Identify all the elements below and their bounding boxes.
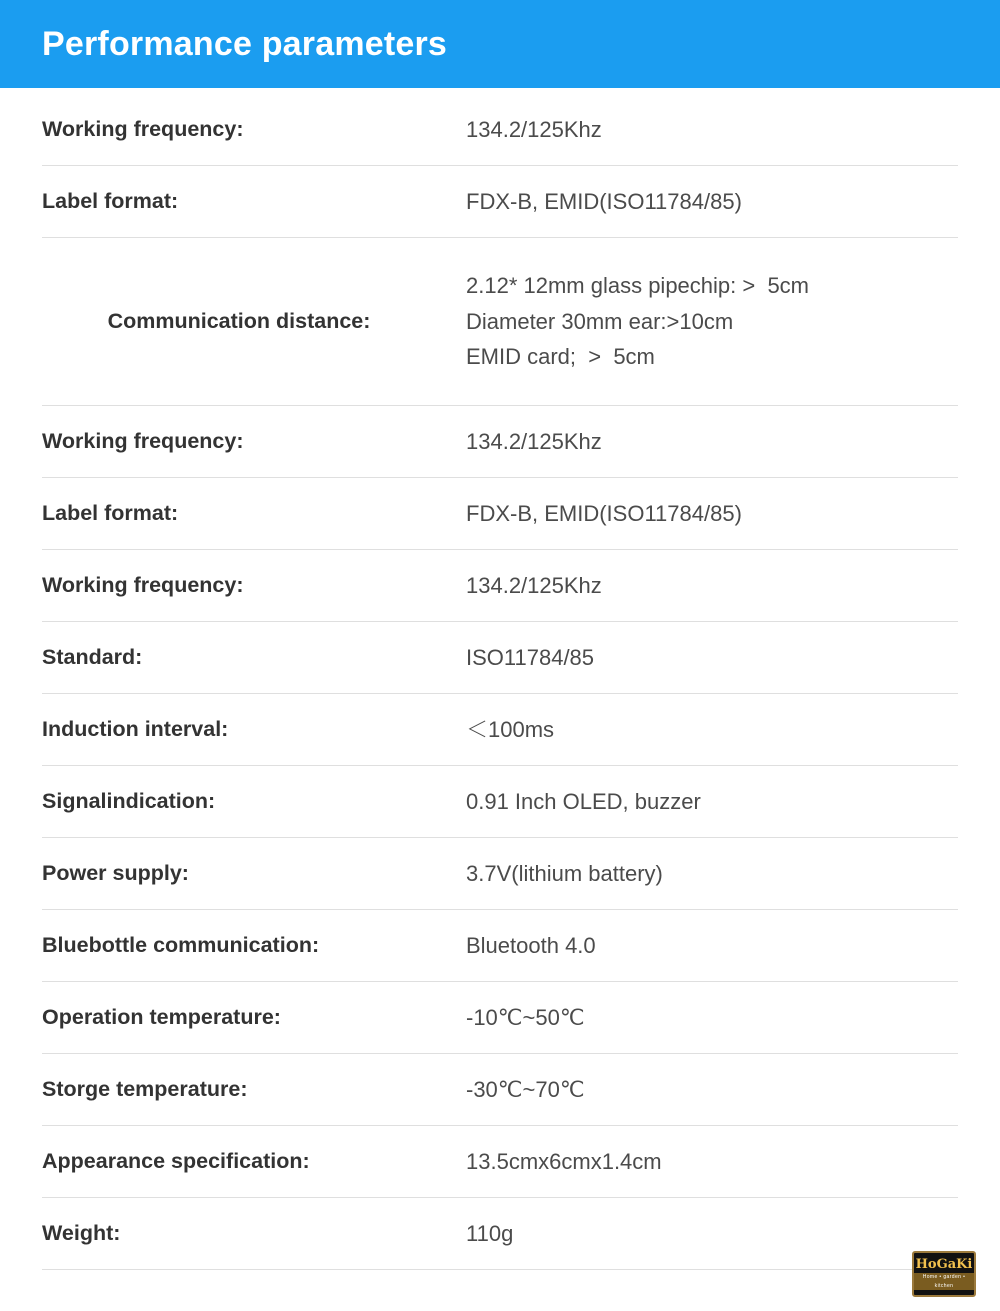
table-row — [42, 1198, 958, 1270]
table-row — [42, 982, 958, 1054]
spec-label: Signalindication: — [42, 788, 216, 813]
spec-value-line: 2.12* 12mm glass pipechip: > 5cm — [466, 273, 810, 299]
brand-tagline: Home • garden • kitchen — [914, 1273, 974, 1290]
spec-value — [466, 1216, 958, 1252]
spec-label: Communication distance: — [107, 308, 371, 333]
spec-label: Weight: — [42, 1220, 121, 1245]
spec-value — [466, 424, 958, 460]
spec-value-line: FDX-B, EMID(ISO11784/85) — [466, 500, 742, 526]
spec-label: Induction interval: — [42, 716, 229, 741]
spec-value — [466, 1000, 958, 1036]
spec-label: Standard: — [42, 644, 143, 669]
specification-table — [42, 88, 958, 1270]
spec-label: Power supply: — [42, 860, 189, 885]
spec-value-line: Diameter 30mm ear:>10cm — [466, 308, 734, 334]
spec-value-line: 3.7V(lithium battery) — [466, 860, 663, 886]
brand-name: HoGaKi — [915, 1257, 973, 1272]
spec-value — [466, 496, 958, 532]
table-row — [42, 694, 958, 766]
table-row — [42, 622, 958, 694]
table-row — [42, 238, 958, 406]
spec-value — [466, 928, 958, 964]
table-row — [42, 166, 958, 238]
page-header — [0, 0, 1000, 88]
spec-value-line: ISO11784/85 — [466, 644, 595, 670]
table-row — [42, 910, 958, 982]
spec-value — [466, 112, 958, 148]
table-row — [42, 1054, 958, 1126]
spec-value — [466, 712, 958, 748]
spec-label: Appearance specification: — [42, 1148, 310, 1173]
spec-label: Working frequency: — [42, 572, 244, 597]
spec-label: Operation temperature: — [42, 1004, 281, 1029]
spec-value-line: 110g — [466, 1220, 514, 1246]
table-row — [42, 406, 958, 478]
spec-value — [466, 856, 958, 892]
spec-value-line: 13.5cmx6cmx1.4cm — [466, 1148, 662, 1174]
spec-value-line: -30℃~70℃ — [466, 1076, 585, 1102]
spec-value — [466, 1072, 958, 1108]
spec-value-line: ＜100ms — [466, 716, 555, 742]
spec-value-line: 134.2/125Khz — [466, 116, 602, 142]
table-row — [42, 478, 958, 550]
spec-label: Bluebottle communication: — [42, 932, 320, 957]
table-row — [42, 1126, 958, 1198]
spec-value-line: 134.2/125Khz — [466, 428, 602, 454]
spec-value-line: -10℃~50℃ — [466, 1004, 585, 1030]
spec-value — [466, 640, 958, 676]
spec-value-line: 0.91 Inch OLED, buzzer — [466, 788, 701, 814]
spec-value-line: FDX-B, EMID(ISO11784/85) — [466, 188, 742, 214]
spec-label: Label format: — [42, 188, 179, 213]
page-title: Performance parameters — [42, 25, 448, 63]
spec-value-line: 134.2/125Khz — [466, 572, 602, 598]
spec-label: Working frequency: — [42, 116, 244, 141]
spec-value — [466, 268, 958, 375]
spec-value — [466, 1144, 958, 1180]
spec-label: Working frequency: — [42, 428, 244, 453]
spec-value-line: Bluetooth 4.0 — [466, 932, 596, 958]
spec-value — [466, 784, 958, 820]
spec-value — [466, 184, 958, 220]
table-row — [42, 838, 958, 910]
spec-label: Storge temperature: — [42, 1076, 248, 1101]
table-row — [42, 766, 958, 838]
spec-value — [466, 568, 958, 604]
spec-value-line: EMID card; > 5cm — [466, 344, 655, 370]
spec-label: Label format: — [42, 500, 179, 525]
table-row — [42, 94, 958, 166]
table-row — [42, 550, 958, 622]
brand-watermark — [912, 1251, 976, 1297]
